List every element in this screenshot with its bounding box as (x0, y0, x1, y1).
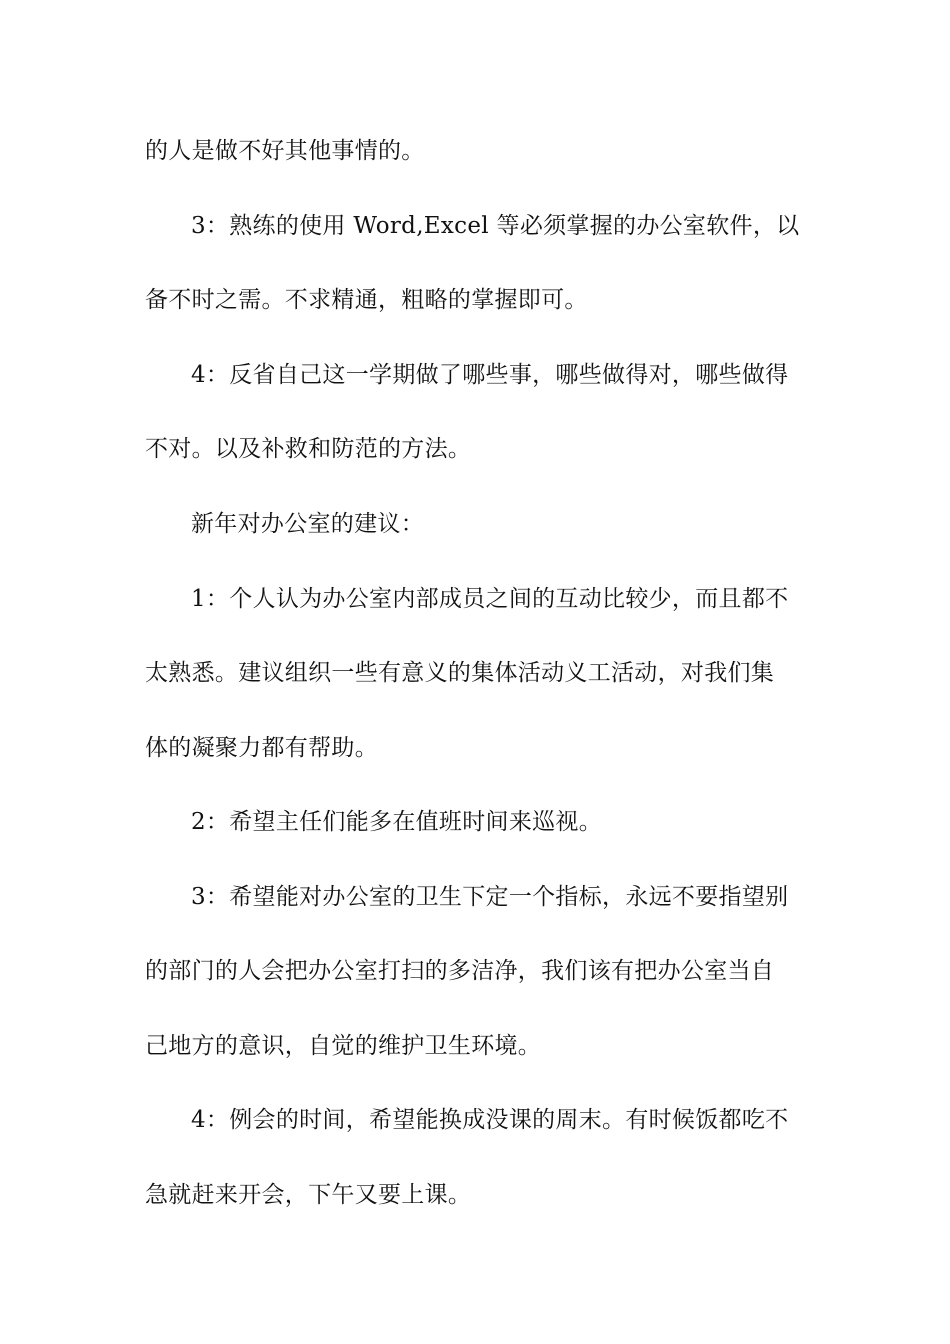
paragraph-line: 太熟悉。建议组织一些有意义的集体活动义工活动，对我们集 (145, 660, 775, 686)
paragraph-line: 4：例会的时间，希望能换成没课的周末。有时候饭都吃不 (191, 1107, 789, 1133)
paragraph-line: 体的凝聚力都有帮助。 (145, 735, 378, 761)
paragraph-line: 4：反省自己这一学期做了哪些事，哪些做得对，哪些做得 (191, 362, 789, 388)
paragraph-line: 的部门的人会把办公室打扫的多洁净，我们该有把办公室当自 (145, 958, 775, 984)
paragraph-line: 备不时之需。不求精通，粗略的掌握即可。 (145, 287, 588, 313)
paragraph-line: 2：希望主任们能多在值班时间来巡视。 (191, 809, 603, 835)
paragraph-line: 急就赶来开会，下午又要上课。 (145, 1182, 472, 1208)
paragraph-line: 新年对办公室的建议： (191, 511, 424, 537)
paragraph-line: 的人是做不好其他事情的。 (145, 138, 425, 164)
paragraph-line: 己地方的意识，自觉的维护卫生环境。 (145, 1033, 542, 1059)
paragraph-line: 不对。以及补救和防范的方法。 (145, 436, 472, 462)
paragraph-line: 3：熟练的使用 Word,Excel 等必须掌握的办公室软件，以 (191, 213, 800, 239)
paragraph-line: 1：个人认为办公室内部成员之间的互动比较少，而且都不 (191, 586, 789, 612)
paragraph-line: 3：希望能对办公室的卫生下定一个指标，永远不要指望别 (191, 884, 789, 910)
